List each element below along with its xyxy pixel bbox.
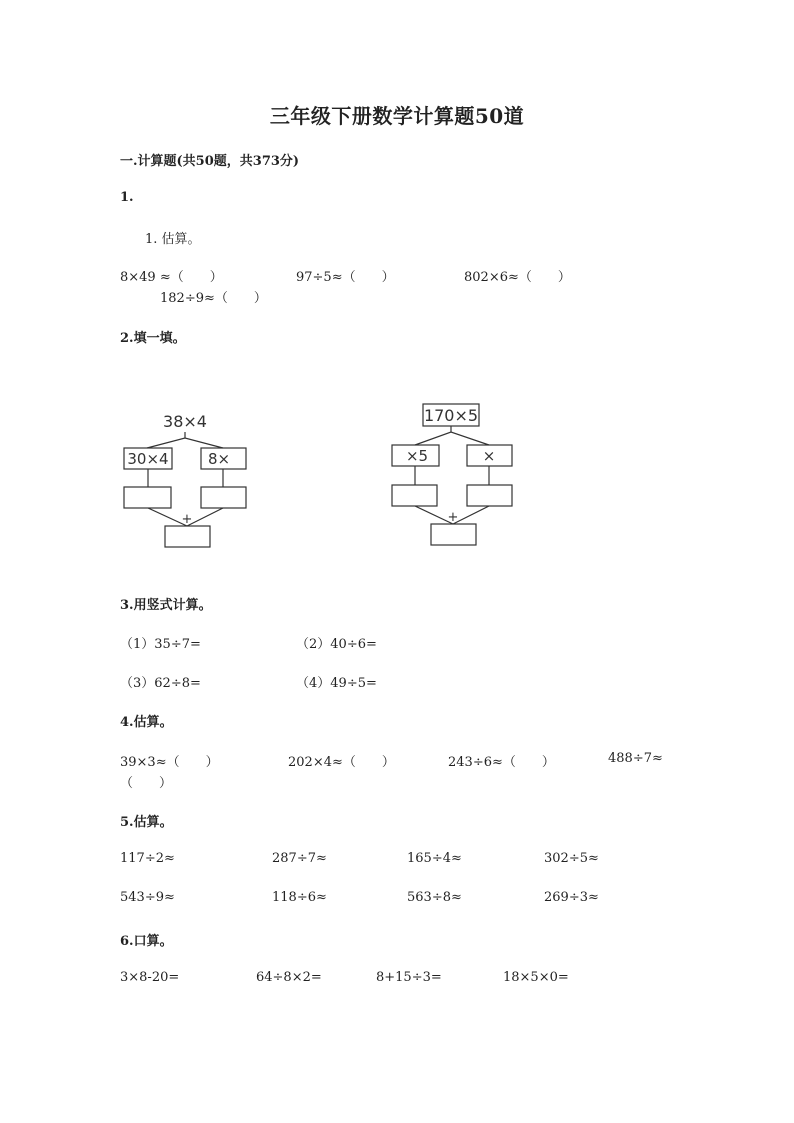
diagram-right-plus: +: [447, 510, 459, 525]
diagram-left-result-box: [165, 526, 210, 547]
question-1-number: 1.: [120, 190, 134, 205]
q4-item-3: 243÷6≈（ ）: [448, 755, 555, 770]
diagram-left-box-left-text: 30×4: [127, 450, 169, 468]
question-3-heading: 3.用竖式计算。: [120, 598, 212, 613]
q6-item-4: 18×5×0=: [503, 970, 569, 985]
decomposition-diagram-left: [115, 405, 265, 555]
diagram-left-answer-box-right: [201, 487, 246, 508]
diagram-left-top-expression: 38×4: [163, 412, 207, 431]
q3-item-3: （3）62÷8=: [120, 676, 201, 691]
q3-item-1: （1）35÷7=: [120, 637, 201, 652]
diagram-right-box-left-text: ×5: [405, 447, 429, 465]
q5-item-5: 543÷9≈: [120, 890, 175, 905]
decomposition-diagram-right: [385, 398, 525, 553]
question-1-subheading: 1. 估算。: [145, 232, 201, 247]
q1-item-4: 182÷9≈（ ）: [160, 291, 267, 306]
q6-item-2: 64÷8×2=: [256, 970, 322, 985]
diagram-right-box-right-text: ×: [482, 447, 496, 465]
question-2-heading: 2.填一填。: [120, 331, 186, 346]
page-title: 三年级下册数学计算题50道: [269, 104, 525, 128]
q1-item-1: 8×49 ≈（ ）: [120, 270, 223, 285]
diagram-right-answer-box-right: [467, 485, 512, 506]
q3-item-2: （2）40÷6=: [296, 637, 377, 652]
diagram-right-top-expression: 170×5: [423, 406, 479, 425]
q4-item-2: 202×4≈（ ）: [288, 755, 395, 770]
q5-item-3: 165÷4≈: [407, 851, 462, 866]
q4-item-4: 488÷7≈: [608, 751, 663, 766]
diagram-left-plus: +: [181, 512, 193, 527]
question-6-heading: 6.口算。: [120, 934, 173, 949]
diagram-right-answer-box-left: [392, 485, 437, 506]
q5-item-2: 287÷7≈: [272, 851, 327, 866]
question-5-heading: 5.估算。: [120, 815, 173, 830]
diagram-left-box-right-text: 8×: [207, 450, 231, 468]
q5-item-8: 269÷3≈: [544, 890, 599, 905]
q6-item-3: 8+15÷3=: [376, 970, 442, 985]
q5-item-1: 117÷2≈: [120, 851, 175, 866]
question-4-heading: 4.估算。: [120, 715, 173, 730]
q1-item-2: 97÷5≈（ ）: [296, 270, 395, 285]
q5-item-6: 118÷6≈: [272, 890, 327, 905]
q5-item-4: 302÷5≈: [544, 851, 599, 866]
q1-item-3: 802×6≈（ ）: [464, 270, 571, 285]
diagram-left-answer-box-left: [124, 487, 171, 508]
q5-item-7: 563÷8≈: [407, 890, 462, 905]
diagram-right-result-box: [431, 524, 476, 545]
q4-item-4-answer: （ ）: [120, 776, 173, 791]
q6-item-1: 3×8-20=: [120, 970, 180, 985]
q4-item-1: 39×3≈（ ）: [120, 755, 219, 770]
section-heading: 一.计算题(共50题，共373分): [120, 154, 300, 169]
q3-item-4: （4）49÷5=: [296, 676, 377, 691]
